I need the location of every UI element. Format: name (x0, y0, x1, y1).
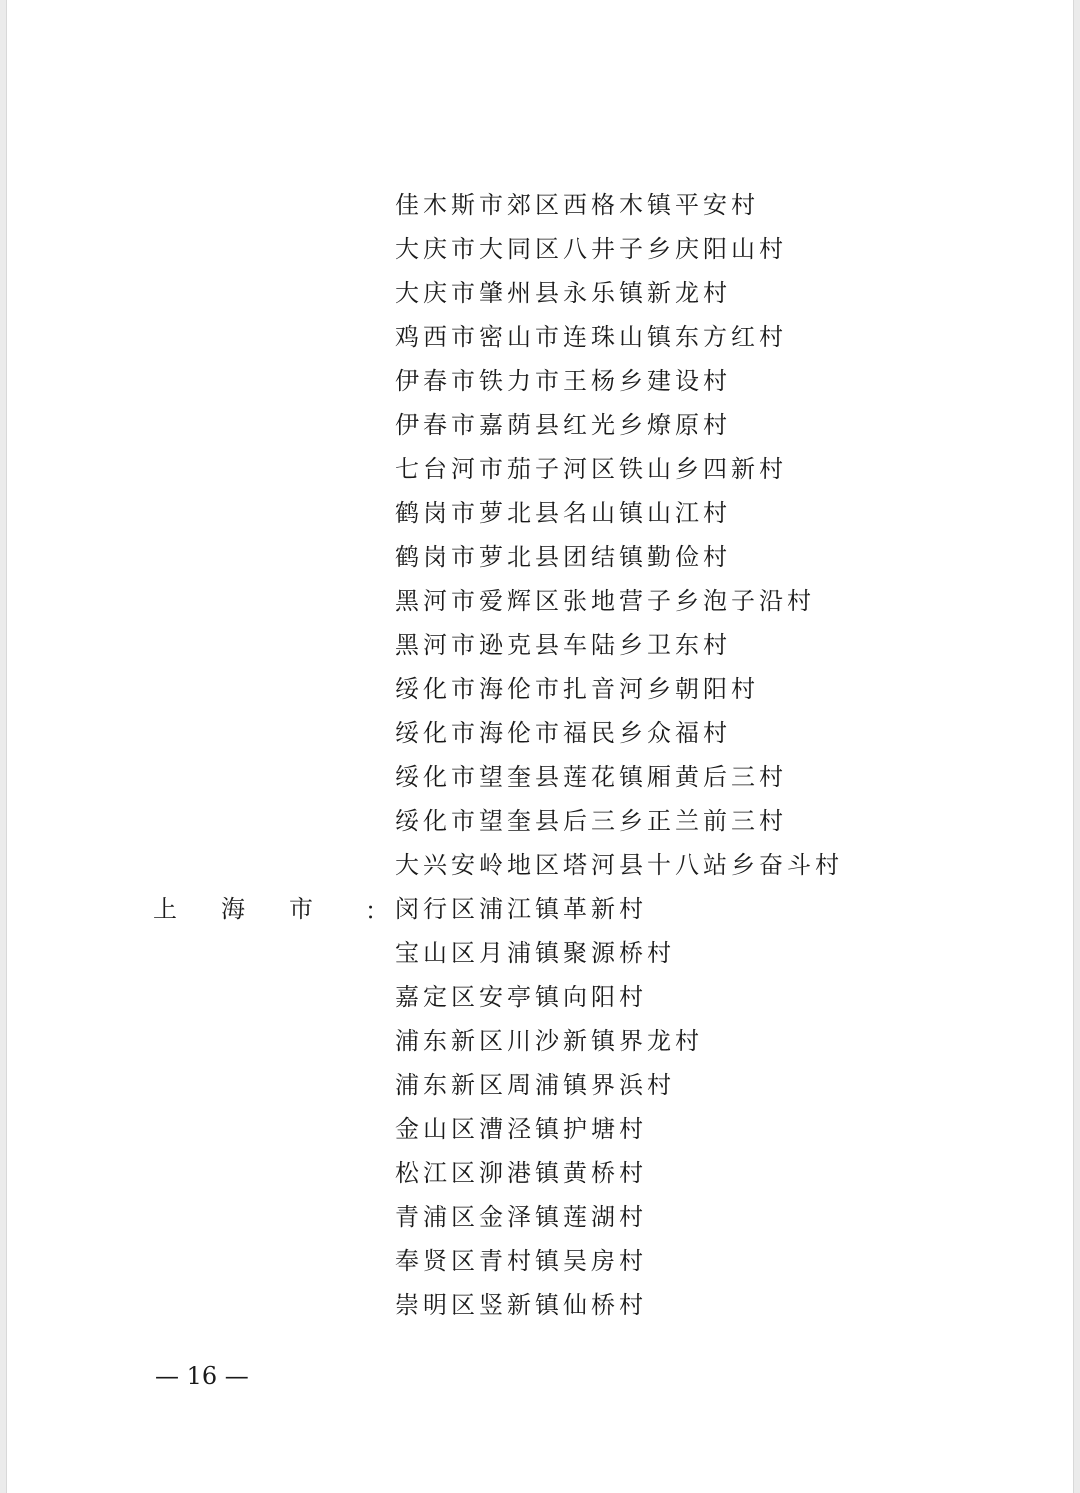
list-item: 崇明区竖新镇仙桥村 (395, 1291, 647, 1319)
list-item: 鹤岗市萝北县团结镇勤俭村 (395, 543, 731, 571)
list-item: 佳木斯市郊区西格木镇平安村 (395, 191, 759, 219)
page-number: — 16 — (155, 1362, 249, 1390)
list-item: 宝山区月浦镇聚源桥村 (395, 939, 675, 967)
list-item: 大兴安岭地区塔河县十八站乡奋斗村 (395, 851, 843, 879)
list-item: 青浦区金泽镇莲湖村 (395, 1203, 647, 1231)
list-item: 金山区漕泾镇护塘村 (395, 1115, 647, 1143)
list-item: 浦东新区周浦镇界浜村 (395, 1071, 675, 1099)
list-item: 伊春市铁力市王杨乡建设村 (395, 367, 731, 395)
list-item: 伊春市嘉荫县红光乡燎原村 (395, 411, 731, 439)
list-item: 绥化市海伦市福民乡众福村 (395, 719, 731, 747)
list-item: 大庆市大同区八井子乡庆阳山村 (395, 235, 787, 263)
list-item: 鹤岗市萝北县名山镇山江村 (395, 499, 731, 527)
document-page (6, 0, 1074, 1493)
list-item: 奉贤区青村镇吴房村 (395, 1247, 647, 1275)
list-item: 黑河市爱辉区张地营子乡泡子沿村 (395, 587, 815, 615)
list-item: 绥化市海伦市扎音河乡朝阳村 (395, 675, 759, 703)
region-colon: ： (365, 897, 389, 925)
village-list (395, 183, 843, 1327)
list-item: 绥化市望奎县后三乡正兰前三村 (395, 807, 787, 835)
list-item: 闵行区浦江镇革新村 (395, 895, 647, 923)
list-item: 大庆市肇州县永乐镇新龙村 (395, 279, 731, 307)
list-item: 浦东新区川沙新镇界龙村 (395, 1027, 703, 1055)
list-item: 绥化市望奎县莲花镇厢黄后三村 (395, 763, 787, 791)
list-item: 松江区泖港镇黄桥村 (395, 1159, 647, 1187)
list-item: 黑河市逊克县车陆乡卫东村 (395, 631, 731, 659)
list-item: 嘉定区安亭镇向阳村 (395, 983, 647, 1011)
region-name: 上海市 (153, 895, 357, 923)
region-label (153, 887, 389, 931)
list-item: 七台河市茄子河区铁山乡四新村 (395, 455, 787, 483)
list-item: 鸡西市密山市连珠山镇东方红村 (395, 323, 787, 351)
